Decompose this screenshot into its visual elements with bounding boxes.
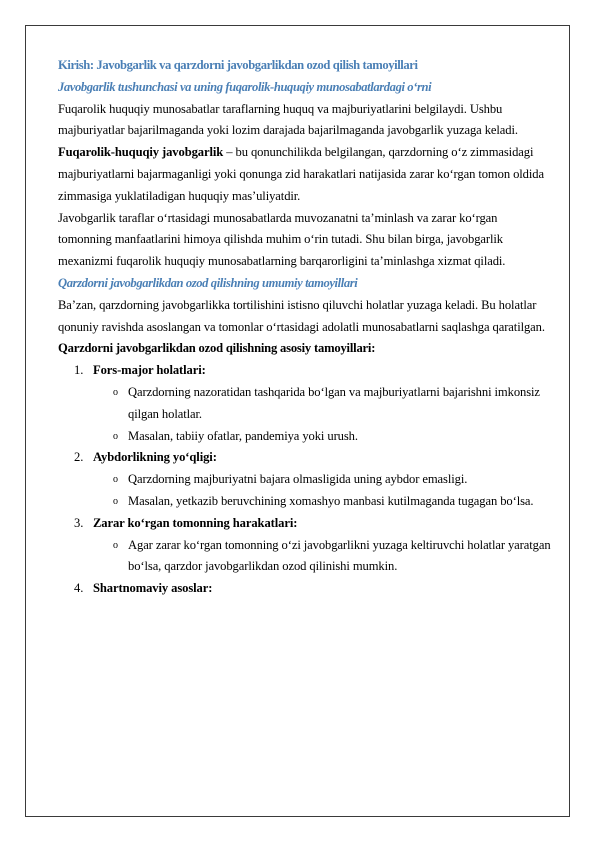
sub-item-text: Agar zarar ko‘rgan tomonning o‘zi javobgarlikni yuzaga keltiruvchi holatlar yaratgan bo‘lsa, qarzdor javobgarlikdan ozod qilinishi mumkin. xyxy=(128,537,551,574)
paragraph-exceptions: Ba’zan, qarzdorning javobgarlikka tortilishini istisno qiluvchi holatlar yuzaga keladi. Bu holatlar qonuniy ravishda asoslangan va tomonlar o‘rtasidagi adolatli munosabatlarni saqlashga qaratilgan. xyxy=(58,297,545,334)
document-body xyxy=(58,55,552,600)
principle-item xyxy=(58,578,552,600)
sub-item-text: Masalan, tabiiy ofatlar, pandemiya yoki urush. xyxy=(128,428,358,443)
principle-item xyxy=(58,360,552,382)
principle-number: 1. xyxy=(74,363,84,378)
sub-list-item xyxy=(58,535,552,579)
principle-title: Fors-major holatlari: xyxy=(93,363,206,378)
principle-title: Zarar ko‘rgan tomonning harakatlari: xyxy=(93,515,298,530)
sub-list-item xyxy=(58,426,552,448)
sub-list-item xyxy=(58,469,552,491)
circle-bullet-icon: o xyxy=(113,539,118,551)
principle-title: Shartnomaviy asoslar: xyxy=(93,581,213,596)
sub-list-item xyxy=(58,382,552,426)
heading-concept: Javobgarlik tushunchasi va uning fuqarolik-huquqiy munosabatlardagi o‘rni xyxy=(58,79,432,94)
circle-bullet-icon: o xyxy=(113,430,118,442)
principle-number: 3. xyxy=(74,515,84,530)
heading-main-principles: Qarzdorni javobgarlikdan ozod qilishning asosiy tamoyillari: xyxy=(58,341,376,356)
paragraph-definition-end: – bu qonunchilikda belgilangan, qarzdorning o‘z zimmasidagi majburiyatlarni bajarmaganligi yoki qonunga zid harakatlari natijasida zarar ko‘rgan tomon oldida zimmasiga yuklatiladigan huquqiy mas’uliyatdir. xyxy=(58,145,544,203)
principle-number: 4. xyxy=(74,581,84,596)
circle-bullet-icon: o xyxy=(113,495,118,507)
circle-bullet-icon: o xyxy=(113,386,118,398)
principle-title: Aybdorlikning yo‘qligi: xyxy=(93,450,217,465)
principle-sublist xyxy=(58,382,552,447)
sub-item-text: Masalan, yetkazib beruvchining xomashyo manbasi kutilmaganda tugagan bo‘lsa. xyxy=(128,493,534,508)
sub-item-text: Qarzdorning majburiyatni bajara olmasligida uning aybdor emasligi. xyxy=(128,472,468,487)
circle-bullet-icon: o xyxy=(113,474,118,486)
principles-list xyxy=(58,360,552,600)
principle-number: 2. xyxy=(74,450,84,465)
principle-sublist xyxy=(58,535,552,579)
principle-item xyxy=(58,513,552,535)
paragraph-definition-start: Fuqarolik huquqiy munosabatlar taraflarning huquq va majburiyatlarini belgilaydi. Ushbu majburiyatlar bajarilmaganda yoki lozim darajada bajarilmaganda javobgarlik yuzaga keladi. xyxy=(58,101,518,138)
term-civil-liability: Fuqarolik-huquqiy javobgarlik xyxy=(58,145,224,160)
sub-list-item xyxy=(58,491,552,513)
principle-item xyxy=(58,447,552,469)
paragraph-definition xyxy=(58,99,552,208)
paragraph-role: Javobgarlik taraflar o‘rtasidagi munosabatlarda muvozanatni ta’minlash va zarar ko‘rgan tomonning manfaatlarini himoya qilishda muhim o‘rin tutadi. Shu bilan birga, javobgarlik mexanizmi fuqarolik huquqiy munosabatlarning barqarorligini ta’minlashga xizmat qiladi. xyxy=(58,210,506,269)
sub-item-text: Qarzdorning nazoratidan tashqarida bo‘lgan va majburiyatlarni bajarishni imkonsiz qilgan holatlar. xyxy=(128,384,540,421)
heading-general-principles: Qarzdorni javobgarlikdan ozod qilishning umumiy tamoyillari xyxy=(58,275,358,290)
principle-sublist xyxy=(58,469,552,513)
heading-intro: Kirish: Javobgarlik va qarzdorni javobgarlikdan ozod qilish tamoyillari xyxy=(58,58,418,72)
